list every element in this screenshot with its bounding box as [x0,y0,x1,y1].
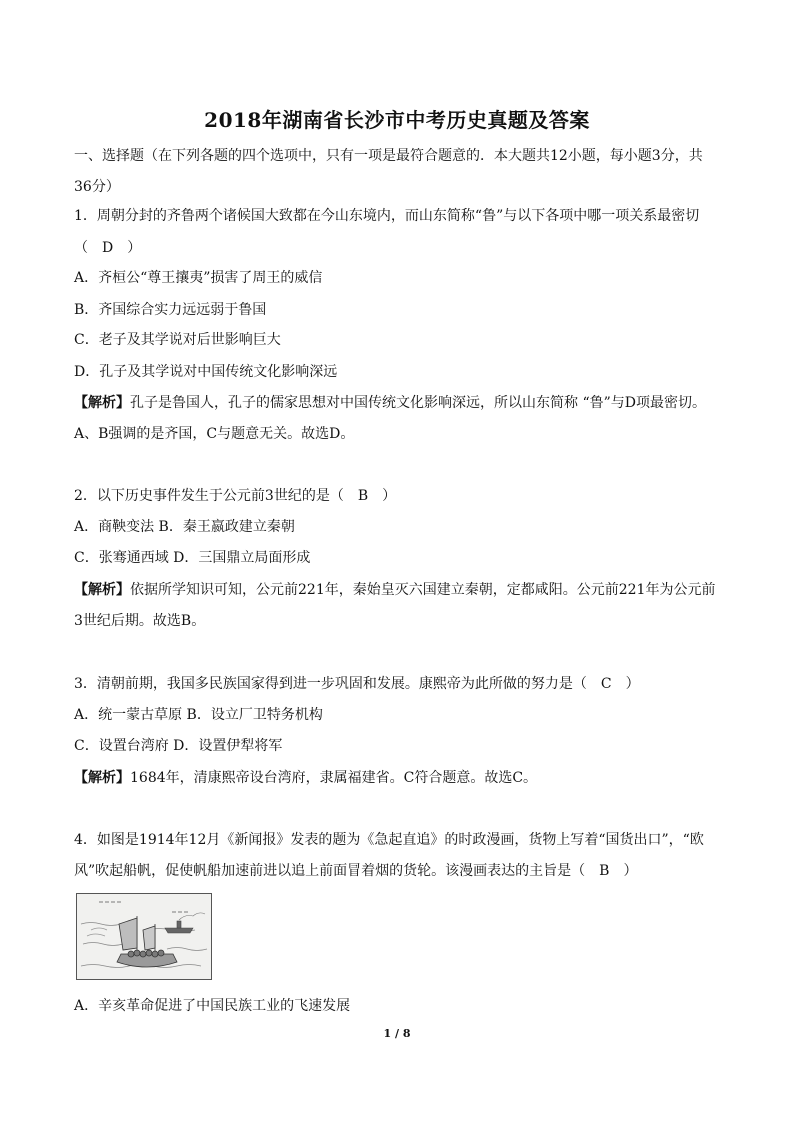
q2-stem: 2．以下历史事件发生于公元前3世纪的是（ B ） [74,488,397,504]
q2-options-cd: C．张骞通西域 D．三国鼎立局面形成 [74,550,311,566]
section-heading-line2: 36分） [74,179,120,195]
section-heading-line1: 一、选择题（在下列各题的四个选项中，只有一项是最符合题意的．本大题共12小题，每小题3分，共 [74,148,703,164]
q1-option-a: A．齐桓公“尊王攘夷”损害了周王的威信 [74,270,323,286]
q2-options-ab: A．商鞅变法 B．秦王嬴政建立秦朝 [74,519,295,535]
q1-analysis-text: 孔子是鲁国人，孔子的儒家思想对中国传统文化影响深远，所以山东简称 “鲁”与D项最密切。 [130,395,706,411]
q2-analysis-text: 依据所学知识可知，公元前221年，秦始皇灭六国建立秦朝，定都咸阳。公元前221年为公元前 [130,582,716,598]
analysis-tag: 【解析】 [74,395,130,411]
q2-analysis-line1 [74,580,734,600]
q1-analysis-line1 [74,393,734,413]
q1-option-b: B．齐国综合实力远远弱于鲁国 [74,302,267,318]
q3-stem: 3．清朝前期，我国多民族国家得到进一步巩固和发展。康熙帝为此所做的努力是（ C ） [74,676,640,692]
analysis-tag: 【解析】 [74,770,130,786]
q1-stem-line1: 1．周朝分封的齐鲁两个诸候国大致都在今山东境内，而山东简称“鲁”与以下各项中哪一项关系最密切 [74,208,700,224]
cartoon-drawing [77,894,211,979]
q3-options-ab: A．统一蒙古草原 B．设立厂卫特务机构 [74,707,323,723]
q4-stem-line2: 风”吹起船帆，促使帆船加速前进以追上前面冒着烟的货轮。该漫画表达的主旨是（ B ） [74,863,638,879]
analysis-tag: 【解析】 [74,582,130,598]
q3-analysis-line1 [74,768,734,788]
q3-options-cd: C．设置台湾府 D．设置伊犁将军 [74,738,283,754]
q4-option-a: A．辛亥革命促进了中国民族工业的飞速发展 [74,998,351,1014]
q4-stem-line1: 4．如图是1914年12月《新闻报》发表的题为《急起直追》的时政漫画，货物上写着“国货出口”，“欧 [74,832,704,848]
q1-stem-line2: （ D ） [74,240,142,256]
q1-option-c: C．老子及其学说对后世影响巨大 [74,332,281,348]
q3-analysis-text: 1684年，清康熙帝设台湾府，隶属福建省。C符合题意。故选C。 [130,770,538,786]
page-title: 2018年湖南省长沙市中考历史真题及答案 [204,108,590,132]
page-number: 1 / 8 [383,1027,411,1040]
political-cartoon-image [76,893,212,980]
q2-analysis-line2: 3世纪后期。故选B。 [74,613,206,629]
q1-analysis-line2: A、B强调的是齐国，C与题意无关。故选D。 [74,426,355,442]
q1-option-d: D．孔子及其学说对中国传统文化影响深远 [74,364,338,380]
